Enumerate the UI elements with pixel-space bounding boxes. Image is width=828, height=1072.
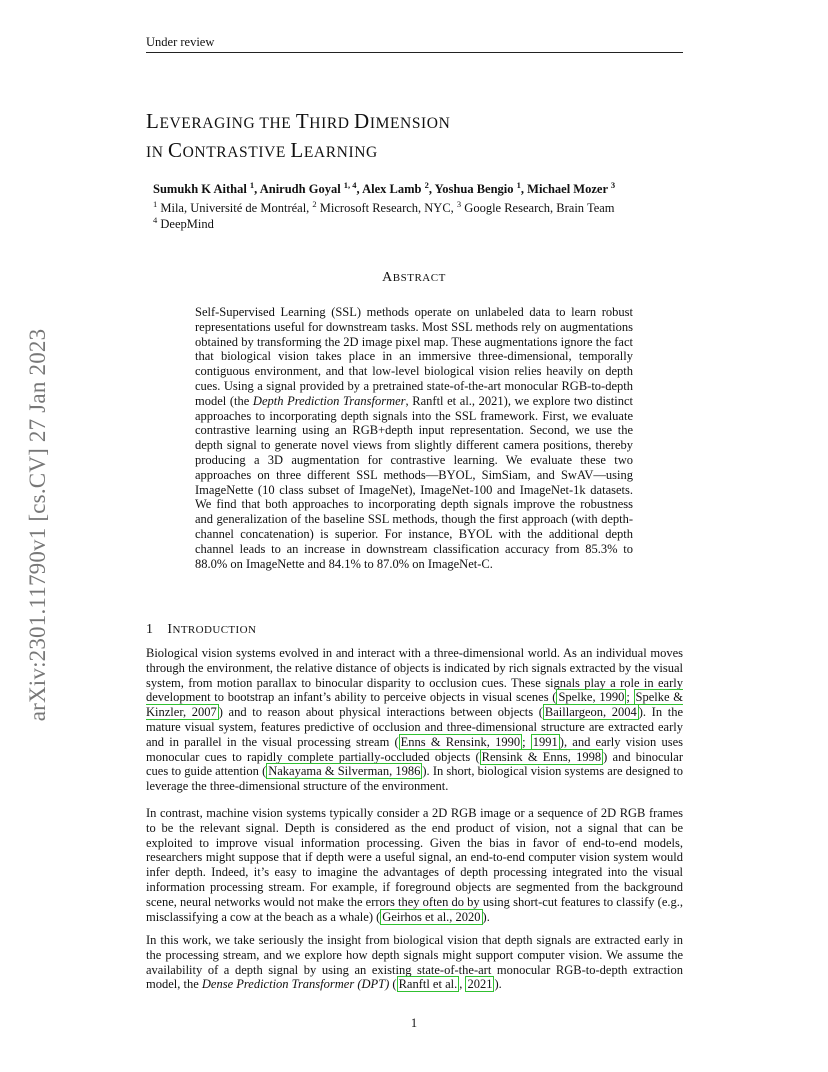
- arxiv-identifier: [18, 290, 58, 760]
- affil-mark: 4: [153, 214, 158, 225]
- body-text: ;: [522, 734, 531, 749]
- body-text: ).: [494, 977, 502, 992]
- abstract-heading-rest: BSTRACT: [392, 272, 446, 284]
- title-word-rest: EARNING: [303, 144, 378, 161]
- author-name: Sumukh K Aithal: [153, 182, 247, 196]
- citation-link[interactable]: Rensink & Enns, 1998: [481, 749, 602, 764]
- title-word-cap: T: [295, 109, 310, 133]
- title-word-rest: EVERAGING THE: [159, 115, 296, 132]
- body-text: ). In short, biological vision systems are designed to leverage the three-dimensional structure of the environment.: [146, 764, 683, 794]
- abstract-text: Self-Supervised Learning (SSL) methods operate on unlabeled data to learn robust representations useful for downstream tasks. Most SSL methods rely on augmentations obtained by transforming the 2D image pixel map. These augmentations ignore the fact that biological vision takes place in an immersive three-dimensional, temporally contiguous environment, and that low-level biological vision relies heavily on depth cues. Using a signal provided by a pretrained state-of-the-art monocular RGB-to-depth model (the: [195, 305, 633, 408]
- body-text: ), and early vision uses monocular cues to rapidly complete partially-occluded objects (: [146, 734, 684, 764]
- section-heading-rest: NTRODUCTION: [172, 624, 257, 636]
- body-text: ) and to reason about physical interactions between objects (: [218, 705, 543, 720]
- author-name: Alex Lamb: [362, 182, 422, 196]
- title-word-cap: C: [168, 138, 183, 162]
- abstract-heading-cap: A: [382, 270, 393, 285]
- section-number: 1: [146, 622, 154, 637]
- author-affil-mark: 1, 4: [343, 179, 357, 190]
- body-text: (: [389, 977, 397, 992]
- affiliations-line-2: [153, 216, 615, 232]
- intro-paragraph-3: [146, 933, 683, 992]
- body-italic-term: Dense Prediction Transformer (DPT): [201, 977, 390, 992]
- page-number: 1: [410, 1016, 418, 1030]
- citation-link[interactable]: Enns & Rensink, 1990: [400, 734, 521, 749]
- author-name: Michael Mozer: [527, 182, 608, 196]
- body-text: ,: [459, 977, 466, 992]
- affil-mark: 2: [312, 198, 317, 209]
- title-word-rest: IN: [146, 144, 169, 161]
- title-word-rest: IMENSION: [369, 115, 451, 132]
- affiliation: Mila, Université de Montréal,: [160, 201, 310, 215]
- abstract-italic-term: Depth Prediction Transformer: [252, 393, 406, 408]
- body-text: ;: [626, 690, 634, 705]
- title-word-cap: D: [354, 109, 370, 133]
- title-word-rest: HIRD: [309, 115, 355, 132]
- section-heading-introduction: [146, 622, 256, 638]
- body-text: In contrast, machine vision systems typically consider a 2D RGB image or a sequence of 2D RGB frames to be the relevant signal. Depth is considered as the end product of vision, not a signal that can be exploited to improve visual information processing. Given the bias in favor of end-to-end models, researchers might suppose that if depth were a useful signal, an end-to-end computer vision system would infer depth. Indeed, it’s easy to imagine the advantages of depth processing integrated into the visual information processing stream. For example, if foreground objects are segmented from the background scene, neural networks would not make the errors they often do by using short-cut features to classify (e.g., misclassifying a cow at the beach as a whale) (: [146, 806, 683, 924]
- citation-link[interactable]: Baillargeon, 2004: [544, 705, 637, 720]
- author-name: Anirudh Goyal: [259, 182, 341, 196]
- body-text: In this work, we take seriously the insight from biological vision that depth signals are extracted early in the processing stream, and we explore how depth signals might support computer vision. We assume the availability of a depth signal by using an existing state-of-the-art monocular RGB-to-depth extraction model, the: [146, 933, 683, 992]
- affiliation: Microsoft Research, NYC,: [319, 201, 454, 215]
- body-text: Biological vision systems evolved in and interact with a three-dimensional world. As an individual moves through the environment, the relative distance of objects is indicated by rich signals extracted by the visual system, from motion parallax to binocular disparity to occlusion cues. These signals play a role in early development to bootstrap an infant’s ability to perceive objects in visual scenes (: [146, 646, 683, 705]
- body-text: ). In the mature visual system, features predictive of occlusion and three-dimensional structure are extracted early and in parallel in the visual processing stream (: [146, 705, 683, 749]
- author-affil-mark: 2: [424, 179, 429, 190]
- affiliations: [153, 200, 615, 232]
- citation-link[interactable]: 2021: [467, 977, 493, 992]
- author-affil-mark: 3: [610, 179, 616, 190]
- paper-title: [146, 108, 450, 166]
- abstract-text: , Ranftl et al., 2021), we explore two distinct approaches to incorporating depth signals into the SSL framework. First, we evaluate contrastive learning using an RGB+depth input representation. Second, we use the depth signal to generate novel views from slightly different camera positions, thereby producing a 3D augmentation for contrastive learning. We evaluate these two approaches on three different SSL methods—BYOL, SimSiam, and SwAV—using ImageNette (10 class subset of ImageNet), ImageNet-100 and ImageNet-1k datasets. We find that both approaches to incorporating depth signals improve the robustness and generalization of the baseline SSL methods, though the first approach (with depth-channel concatenation) is superior. For instance, BYOL with the additional depth channel leads to an increase in downstream classification accuracy from 85.3% to 88.0% on ImageNette and 84.1% to 87.0% on ImageNet-C.: [195, 393, 634, 571]
- affiliation: DeepMind: [160, 217, 214, 231]
- arxiv-identifier-text: arXiv:2301.11790v1 [cs.CV] 27 Jan 2023: [25, 328, 50, 722]
- intro-paragraph-2: [146, 806, 683, 924]
- title-word-cap: L: [290, 138, 304, 162]
- section-heading-cap: I: [167, 622, 173, 637]
- title-word-cap: L: [146, 109, 160, 133]
- abstract-heading: [0, 270, 828, 286]
- title-line-2: [146, 137, 450, 166]
- citation-link[interactable]: Nakayama & Silverman, 1986: [268, 764, 421, 779]
- title-line-1: [146, 108, 450, 137]
- body-text: ).: [482, 909, 490, 924]
- author-affil-mark: 1: [516, 179, 521, 190]
- affiliations-line-1: [153, 200, 615, 216]
- author-affil-mark: 1: [249, 179, 255, 190]
- intro-paragraph-1: [146, 646, 683, 794]
- affil-mark: 3: [456, 198, 462, 209]
- affiliation: Google Research, Brain Team: [464, 201, 615, 215]
- citation-link[interactable]: Spelke & Kinzler, 2007: [146, 690, 683, 720]
- author-name: Yoshua Bengio: [434, 182, 514, 196]
- citation-link[interactable]: Ranftl et al.: [398, 977, 458, 992]
- body-text: ) and binocular cues to guide attention (: [146, 749, 683, 779]
- citation-link[interactable]: Geirhos et al., 2020: [382, 909, 481, 924]
- abstract-body: [195, 305, 633, 571]
- citation-link[interactable]: 1991: [532, 734, 558, 749]
- citation-link[interactable]: Spelke, 1990: [558, 690, 625, 705]
- title-word-rest: ONTRASTIVE: [182, 144, 291, 161]
- author-list: Sumukh K Aithal $^1$, Anirudh Goyal $^{1, 4}$, Alex Lamb $^2$, Yoshua Bengio $^1$, Michael Mozer $^3$: [153, 179, 616, 196]
- affil-mark: 1: [153, 198, 158, 209]
- header-divider: [146, 52, 683, 53]
- running-head: Under review: [146, 35, 215, 49]
